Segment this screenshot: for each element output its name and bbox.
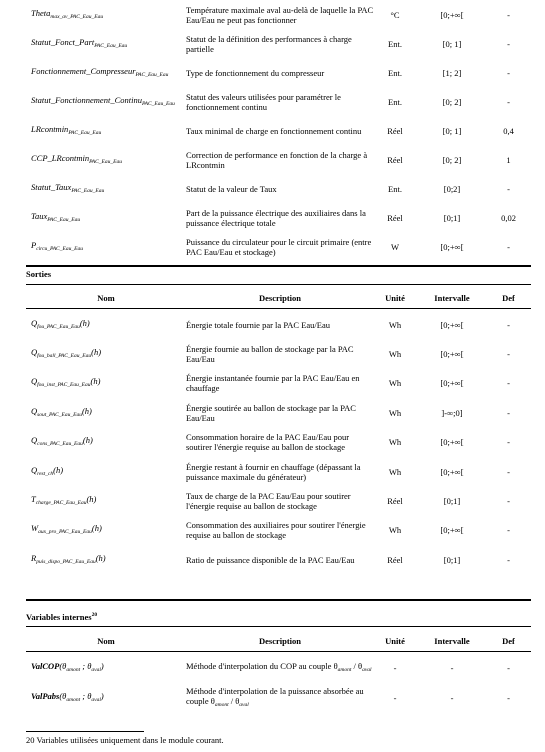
variable-subscript: amont	[66, 697, 81, 703]
table-row	[26, 58, 531, 87]
unit-cell: Ent.	[388, 183, 402, 194]
variable-subscript: amont	[66, 667, 81, 673]
variable-base: Q	[31, 435, 38, 446]
default-cell: -	[507, 38, 510, 49]
interval-cell: [0;+∞[	[440, 9, 464, 20]
variable-name	[31, 661, 104, 675]
header-line	[26, 284, 531, 285]
variable-base: Q	[31, 347, 38, 358]
variable-base: CCP_LRcontmin	[31, 152, 90, 163]
variable-arg: (h)	[91, 347, 102, 358]
table-row	[26, 0, 531, 29]
header-line	[26, 308, 531, 309]
default-cell: -	[507, 349, 510, 360]
col-intervalle: Intervalle	[434, 292, 470, 303]
variable-subscript: max_av_PAC_Eau_Eau	[50, 13, 104, 20]
variable-subscript: PAC_Eau_Eau	[68, 129, 102, 136]
description-part: / θ	[351, 661, 363, 671]
input-rows-table	[26, 0, 531, 261]
default-cell: -	[507, 67, 510, 78]
variable-name	[31, 347, 101, 361]
name-cell	[31, 87, 181, 116]
section-divider	[26, 599, 531, 601]
description-text	[186, 661, 372, 675]
variable-base: Q	[31, 317, 38, 328]
name-cell	[31, 683, 181, 713]
table-row	[26, 232, 531, 261]
variable-subscript: charge_PAC_Eau_Eau	[35, 500, 87, 507]
name-cell	[31, 653, 181, 683]
table-row	[26, 174, 531, 203]
name-cell	[31, 145, 181, 174]
description-subscript: amont	[337, 667, 352, 673]
name-cell	[31, 486, 181, 515]
sorties-title: Sorties	[26, 269, 52, 279]
variable-subscript: PAC_Eau_Eau	[89, 158, 122, 165]
variable-arg: )	[100, 691, 104, 701]
variable-subscript: aux_pro_PAC_Eau_Eau	[38, 529, 92, 536]
interval-cell: -	[450, 663, 454, 673]
variable-subscript: PAC_Eau_Eau	[141, 100, 175, 107]
name-cell	[31, 545, 181, 574]
footnote: 20 Variables utilisées uniquement dans le module courant.	[26, 735, 224, 745]
variable-name	[31, 494, 96, 508]
col-unite: Unité	[385, 635, 405, 646]
name-cell	[31, 310, 181, 339]
variable-subscript: fou_inst_PAC_Eau_Eau	[37, 382, 91, 389]
variable-name	[31, 211, 80, 225]
default-cell: 1	[506, 154, 511, 165]
description-cell: Puissance du circulateur pour le circuit primaire (entre PAC Eau/Eau et stockage)	[186, 236, 372, 257]
unit-cell: Réel	[387, 125, 403, 136]
variable-subscript: aval	[91, 697, 101, 703]
footnote-divider	[26, 731, 144, 732]
variable-base: Q	[31, 376, 38, 387]
variable-subscript: fou_PAC_Eau_Eau	[37, 323, 80, 330]
unit-cell: Ent.	[388, 38, 402, 49]
variable-base: Q	[31, 464, 38, 475]
default-cell: -	[507, 693, 510, 703]
variable-arg: (h)	[82, 435, 93, 446]
unit-cell: Wh	[388, 466, 402, 477]
description-cell: Énergie instantanée fournie par la PAC Eau/Eau en chauffage	[186, 373, 360, 394]
default-cell: -	[507, 466, 510, 477]
table-row	[26, 116, 531, 145]
interval-cell: [0;+∞[	[440, 466, 464, 477]
default-cell: -	[507, 319, 510, 330]
table-row	[26, 87, 531, 116]
variable-base: LRcontmin	[31, 123, 69, 134]
interval-cell: [0;2]	[443, 183, 461, 194]
description-part: / θ	[228, 696, 240, 706]
col-nom: Nom	[97, 635, 115, 646]
table-row	[26, 145, 531, 174]
unit-cell: Ent.	[388, 67, 402, 78]
default-cell: -	[507, 96, 510, 107]
variables-internes-title	[26, 612, 531, 622]
interval-cell: [1; 2]	[442, 67, 462, 78]
variable-name	[31, 406, 92, 420]
interval-cell: [0; 1]	[442, 125, 462, 136]
variable-arg: (h)	[53, 464, 64, 475]
variable-base: P	[31, 239, 37, 250]
variable-base: R	[31, 552, 37, 563]
header-line	[26, 626, 531, 627]
variable-base: W	[31, 523, 39, 534]
variable-base: ValCOP	[31, 661, 60, 671]
unit-cell: Réel	[387, 554, 403, 565]
variable-base: Fonctionnement_Compresseur	[31, 65, 136, 76]
col-unite: Unité	[385, 292, 405, 303]
variable-arg: ; θ	[80, 691, 92, 701]
description-part: Méthode d'interpolation du COP au couple θ	[186, 661, 338, 671]
variable-name	[31, 435, 93, 449]
default-cell: 0,02	[501, 212, 516, 223]
name-cell	[31, 339, 181, 368]
description-text	[186, 686, 374, 710]
interval-cell: [0;1]	[443, 554, 461, 565]
unit-cell: Wh	[388, 407, 402, 418]
unit-cell: Wh	[388, 378, 402, 389]
interval-cell: [0;+∞[	[440, 525, 464, 536]
variable-base: Statut_Taux	[31, 181, 72, 192]
description-cell: Statut de la définition des performances à charge partielle	[186, 33, 352, 54]
default-cell: -	[507, 407, 510, 418]
variable-name	[31, 182, 104, 196]
variables-internes-label: Variables internes	[26, 612, 92, 622]
default-cell: -	[507, 496, 510, 507]
interval-cell: [0;1]	[443, 212, 461, 223]
name-cell	[31, 29, 181, 58]
default-cell: -	[507, 9, 510, 20]
table-row	[26, 29, 531, 58]
name-cell	[31, 457, 181, 486]
name-cell	[31, 516, 181, 545]
unit-cell: Wh	[388, 525, 402, 536]
description-subscript: aval	[362, 667, 372, 673]
description-cell: Part de la puissance électrique des auxiliaires dans la puissance électrique totale	[186, 207, 366, 228]
variable-subscript: PAC_Eau_Eau	[94, 42, 128, 49]
interval-cell: -	[450, 693, 454, 703]
unit-cell: Ent.	[388, 96, 402, 107]
description-cell: Consommation des auxiliaires pour soutirer l'énergie requise au ballon de stockage	[186, 520, 366, 541]
table-row	[26, 653, 531, 683]
description-cell: Énergie soutirée au ballon de stockage par la PAC Eau/Eau	[186, 402, 356, 423]
name-cell	[31, 369, 181, 398]
variable-subscript: cons_PAC_Eau_Eau	[37, 441, 83, 448]
unit-cell: Wh	[388, 437, 402, 448]
default-cell: 0,4	[503, 125, 514, 136]
variable-base: T	[31, 494, 36, 505]
description-cell: Énergie restant à fournir en chauffage (dépassant la puissance maximale du générateur)	[186, 461, 361, 482]
variable-arg: (θ	[59, 691, 67, 701]
variables-header	[26, 632, 531, 649]
col-intervalle: Intervalle	[434, 635, 470, 646]
variable-base: Statut_Fonct_Part	[31, 36, 95, 47]
sorties-table	[26, 310, 531, 575]
unit-cell: -	[393, 663, 397, 673]
interval-cell: [0;+∞[	[440, 349, 464, 360]
description-cell: Statut des valeurs utilisées pour paramétrer le fonctionnement continu	[186, 91, 341, 112]
name-cell	[31, 203, 181, 232]
description-cell: Ratio de puissance disponible de la PAC Eau/Eau	[186, 554, 355, 565]
variable-name	[31, 37, 127, 51]
unit-cell: Réel	[387, 496, 403, 507]
table-row	[26, 310, 531, 339]
name-cell	[31, 398, 181, 427]
description-cell: Température maximale aval au-delà de laquelle la PAC Eau/Eau ne peut pas fonctionner	[186, 4, 374, 25]
footnote-ref: 20	[91, 612, 98, 619]
name-cell	[31, 58, 181, 87]
description-cell: Taux de charge de la PAC Eau/Eau pour soutirer l'énergie requise au ballon de stockage	[186, 491, 351, 512]
name-cell	[31, 232, 181, 261]
unit-cell: Réel	[387, 154, 403, 165]
variable-name	[31, 8, 103, 22]
description-subscript: aval	[239, 702, 249, 708]
interval-cell: [0; 1]	[442, 38, 462, 49]
variable-subscript: PAC_Eau_Eau	[47, 216, 81, 223]
section-divider	[26, 265, 531, 267]
variable-subscript: puis_dispo_PAC_Eau_Eau	[36, 558, 96, 565]
description-cell: Taux minimal de charge en fonctionnement continu	[186, 125, 362, 136]
variable-name	[31, 66, 168, 80]
description-cell: Statut de la valeur de Taux	[186, 183, 277, 194]
description-part: Méthode d'interpolation de la puissance absorbée au couple θ	[186, 686, 364, 706]
variable-name	[31, 553, 106, 567]
variable-base: Theta	[31, 7, 51, 18]
variable-name	[31, 153, 122, 167]
table-row	[26, 486, 531, 515]
interval-cell: [0;+∞[	[440, 319, 464, 330]
table-row	[26, 369, 531, 398]
variable-base: Taux	[31, 210, 48, 221]
default-cell: -	[507, 554, 510, 565]
sorties-header	[26, 289, 531, 306]
interval-cell: [0;+∞[	[440, 378, 464, 389]
default-cell: -	[507, 183, 510, 194]
description-cell	[186, 683, 374, 713]
unit-cell: Wh	[388, 349, 402, 360]
variable-name	[31, 240, 83, 254]
col-nom: Nom	[97, 292, 115, 303]
description-subscript: amont	[214, 702, 229, 708]
variable-base: Statut_Fonctionnement_Continu	[31, 94, 142, 105]
table-row	[26, 398, 531, 427]
name-cell	[31, 174, 181, 203]
variable-name	[31, 124, 101, 138]
default-cell: -	[507, 378, 510, 389]
col-description: Description	[258, 292, 302, 303]
variable-name	[31, 691, 104, 705]
variable-name	[31, 376, 100, 390]
table-row	[26, 457, 531, 486]
variable-arg: (h)	[86, 494, 97, 505]
name-cell	[31, 116, 181, 145]
variable-subscript: PAC_Eau_Eau	[71, 187, 105, 194]
header-line	[26, 651, 531, 652]
table-row	[26, 339, 531, 368]
interval-cell: ]-∞;0]	[441, 407, 463, 418]
unit-cell: W	[390, 241, 400, 252]
variable-name	[31, 318, 90, 332]
default-cell: -	[507, 241, 510, 252]
interval-cell: [0;+∞[	[440, 241, 464, 252]
variable-base: ValPabs	[31, 691, 60, 701]
variable-name	[31, 465, 63, 479]
variable-arg: (h)	[81, 405, 92, 416]
interval-cell: [0; 2]	[442, 96, 462, 107]
interval-cell: [0; 2]	[442, 154, 462, 165]
table-row	[26, 428, 531, 457]
unit-cell: °C	[390, 9, 400, 20]
description-cell	[186, 653, 374, 683]
variable-subscript: circu_PAC_Eau_Eau	[36, 245, 83, 252]
name-cell	[31, 0, 181, 29]
unit-cell: -	[393, 693, 397, 703]
default-cell: -	[507, 663, 510, 673]
description-cell: Énergie totale fournie par la PAC Eau/Eau	[186, 319, 330, 330]
variable-arg: (h)	[91, 523, 102, 534]
table-row	[26, 203, 531, 232]
variable-subscript: PAC_Eau_Eau	[135, 71, 169, 78]
variables-table	[26, 653, 531, 713]
variable-arg: (h)	[79, 317, 90, 328]
variable-arg: (θ	[59, 661, 67, 671]
default-cell: -	[507, 525, 510, 536]
variable-name	[31, 95, 175, 109]
col-def: Def	[502, 292, 515, 303]
unit-cell: Réel	[387, 212, 403, 223]
variable-arg: )	[100, 661, 104, 671]
variable-base: Q	[31, 405, 38, 416]
col-def: Def	[502, 635, 515, 646]
variable-subscript: sout_PAC_Eau_Eau	[37, 411, 82, 418]
name-cell	[31, 428, 181, 457]
description-cell: Type de fonctionnement du compresseur	[186, 67, 325, 78]
description-cell: Correction de performance en fonction de la charge à LRcontmin	[186, 149, 368, 170]
interval-cell: [0;1]	[443, 496, 461, 507]
variable-arg: ; θ	[80, 661, 92, 671]
variable-arg: (h)	[95, 552, 106, 563]
default-cell: -	[507, 437, 510, 448]
variable-arg: (h)	[90, 376, 101, 387]
variable-subscript: fou_ball_PAC_Eau_Eau	[37, 353, 92, 360]
col-description: Description	[258, 635, 302, 646]
description-cell: Consommation horaire de la PAC Eau/Eau pour soutirer l'énergie requise au ballon de stockage	[186, 432, 350, 453]
interval-cell: [0;+∞[	[440, 437, 464, 448]
table-row	[26, 545, 531, 574]
description-cell: Énergie fournie au ballon de stockage par la PAC Eau/Eau	[186, 344, 354, 365]
variable-subscript: rest_ch	[37, 470, 54, 477]
table-row	[26, 683, 531, 713]
table-row	[26, 516, 531, 545]
unit-cell: Wh	[388, 319, 402, 330]
variable-subscript: aval	[91, 667, 101, 673]
variable-name	[31, 523, 102, 537]
